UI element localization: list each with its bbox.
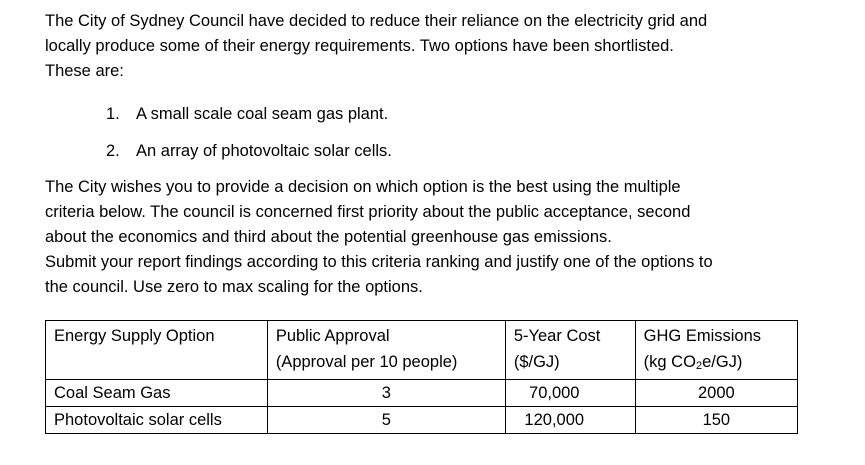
table-row bbox=[46, 380, 798, 407]
header-line: 5-Year Cost bbox=[513, 327, 601, 345]
units-prefix: (kg CO bbox=[643, 353, 696, 371]
list-number: 1. bbox=[106, 105, 120, 123]
instructions-line: criteria below. The council is concerned first priority about the public acceptance, second bbox=[45, 203, 691, 221]
header-ghg-emissions bbox=[635, 321, 797, 380]
header-units-line bbox=[644, 349, 789, 379]
cell-emissions: 150 bbox=[635, 407, 797, 434]
header-line: (Approval per 10 people) bbox=[275, 353, 458, 371]
header-line: Energy Supply Option bbox=[54, 327, 215, 345]
header-line: Public Approval bbox=[275, 327, 390, 345]
header-line: ($/GJ) bbox=[513, 353, 560, 371]
cell-approval: 5 bbox=[267, 407, 505, 434]
cell-cost: 70,000 bbox=[505, 380, 635, 407]
cell-option: Photovoltaic solar cells bbox=[46, 407, 268, 434]
intro-line: The City of Sydney Council have decided to reduce their reliance on the electricity grid and bbox=[45, 12, 708, 30]
instructions-line: Submit your report findings according to this criteria ranking and justify one of the options to bbox=[45, 253, 713, 271]
units-subscript: 2 bbox=[695, 360, 703, 372]
cell-approval: 3 bbox=[267, 380, 505, 407]
header-line: GHG Emissions bbox=[643, 327, 762, 345]
cell-option: Coal Seam Gas bbox=[46, 380, 268, 407]
option-list-item bbox=[106, 102, 388, 127]
header-energy-supply-option bbox=[46, 321, 268, 380]
intro-paragraph bbox=[45, 9, 845, 84]
units-suffix: e/GJ) bbox=[702, 353, 743, 371]
intro-line: These are: bbox=[45, 62, 124, 80]
instructions-line: the council. Use zero to max scaling for the options. bbox=[45, 278, 423, 296]
instructions-line: The City wishes you to provide a decision on which option is the best using the multiple bbox=[45, 178, 681, 196]
table-row bbox=[46, 407, 798, 434]
header-public-approval bbox=[267, 321, 505, 380]
header-five-year-cost bbox=[505, 321, 635, 380]
instructions-paragraph bbox=[45, 175, 845, 300]
option-list-item bbox=[106, 139, 392, 164]
list-text: A small scale coal seam gas plant. bbox=[136, 105, 389, 123]
options-table bbox=[45, 320, 798, 434]
cell-emissions: 2000 bbox=[635, 380, 797, 407]
intro-line: locally produce some of their energy requirements. Two options have been shortlisted. bbox=[45, 37, 674, 55]
instructions-line: about the economics and third about the potential greenhouse gas emissions. bbox=[45, 228, 612, 246]
list-number: 2. bbox=[106, 142, 120, 160]
table-header-row bbox=[46, 321, 798, 380]
list-text: An array of photovoltaic solar cells. bbox=[136, 142, 392, 160]
cell-cost: 120,000 bbox=[505, 407, 635, 434]
